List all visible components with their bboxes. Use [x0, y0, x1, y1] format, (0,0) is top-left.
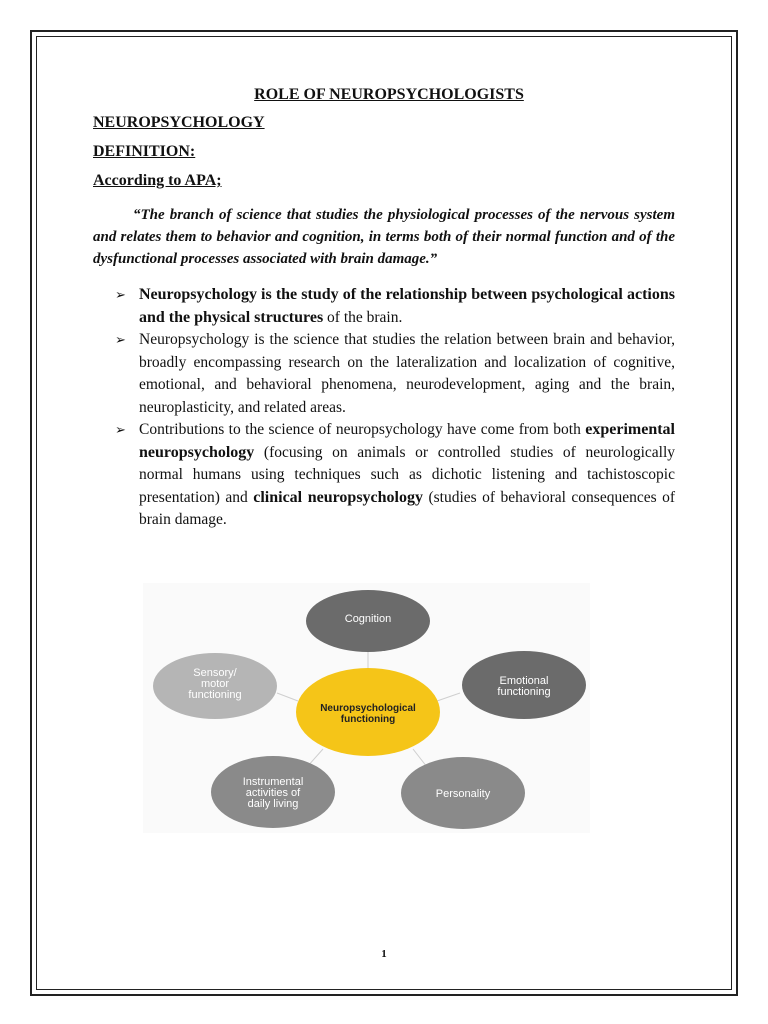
node-label-line: Neuropsychological: [320, 703, 416, 714]
node-label-line: Sensory/: [193, 667, 237, 679]
node-center: [296, 668, 440, 756]
arrow-bullet-icon: ➢: [115, 287, 126, 302]
node-label-line: daily living: [247, 798, 299, 810]
node-cognition: [306, 590, 430, 652]
bullet-text: (focusing on animals or controlled studies of neurologically normal humans using techniques such as dichotic listening and tachistoscopic presentation) and: [139, 443, 675, 506]
node-label-line: Personality: [435, 788, 491, 800]
bullet-text: of the brain.: [323, 308, 403, 326]
node-label-line: Emotional: [499, 675, 549, 687]
bullet-text: (studies of behavioral consequences of brain damage.: [139, 488, 676, 528]
bullet-text: Neuropsychology is the science that studies the relation between brain and behavior, broadly encompassing research on the lateralization and localization of cognitive, emotional, and behavioral phenomena, neurodevelopment, aging and the brain, neuroplasticity, and related areas.: [139, 331, 675, 416]
apa-definition-quote: “The branch of science that studies the physiological processes of the nervous system and relates them to behavior and cognition, in terms both of their normal function and of the dysfunctional processes associated with brain damage.”: [93, 207, 675, 267]
node-label-line: activities of: [245, 787, 301, 799]
node-label-line: Instrumental: [242, 776, 304, 788]
node-personality: [401, 757, 525, 829]
document-title: ROLE OF NEUROPSYCHOLOGISTS: [254, 86, 524, 103]
page-number: 1: [381, 948, 387, 960]
section-heading-neuropsychology: NEUROPSYCHOLOGY: [93, 114, 265, 131]
node-personality-label: [436, 788, 491, 800]
neuropsychological-functioning-diagram: [143, 583, 590, 833]
bullet-bold-text: clinical neuropsychology: [253, 488, 423, 506]
node-label-line: functioning: [497, 686, 551, 698]
list-item: [93, 419, 675, 532]
section-heading-definition: DEFINITION:: [93, 143, 196, 160]
node-label-line: motor: [200, 678, 230, 690]
bullet-list: [93, 284, 675, 532]
arrow-bullet-icon: ➢: [115, 332, 126, 347]
arrow-bullet-icon: ➢: [115, 422, 126, 437]
node-label-line: Cognition: [344, 613, 392, 625]
node-label-line: functioning: [188, 689, 242, 701]
section-heading-apa: According to APA;: [93, 172, 222, 189]
bullet-bold-text: Neuropsychology is the study of the relationship between psychological actions and the physical structures: [139, 286, 675, 326]
node-label-line: functioning: [340, 714, 396, 725]
document-page: [93, 86, 675, 532]
list-item: [93, 284, 675, 329]
node-cognition-label: [345, 613, 391, 625]
node-sensory: [153, 653, 277, 719]
node-instrumental-label: [243, 776, 304, 810]
diagram-svg: [143, 583, 590, 833]
list-item: [93, 329, 675, 419]
node-emotional: [462, 651, 586, 719]
node-instrumental: [211, 756, 335, 828]
bullet-text: Contributions to the science of neuropsychology have come from both: [139, 421, 586, 438]
node-emotional-label: [497, 675, 550, 698]
bullet-bold-text: experimental neuropsychology: [139, 421, 675, 461]
